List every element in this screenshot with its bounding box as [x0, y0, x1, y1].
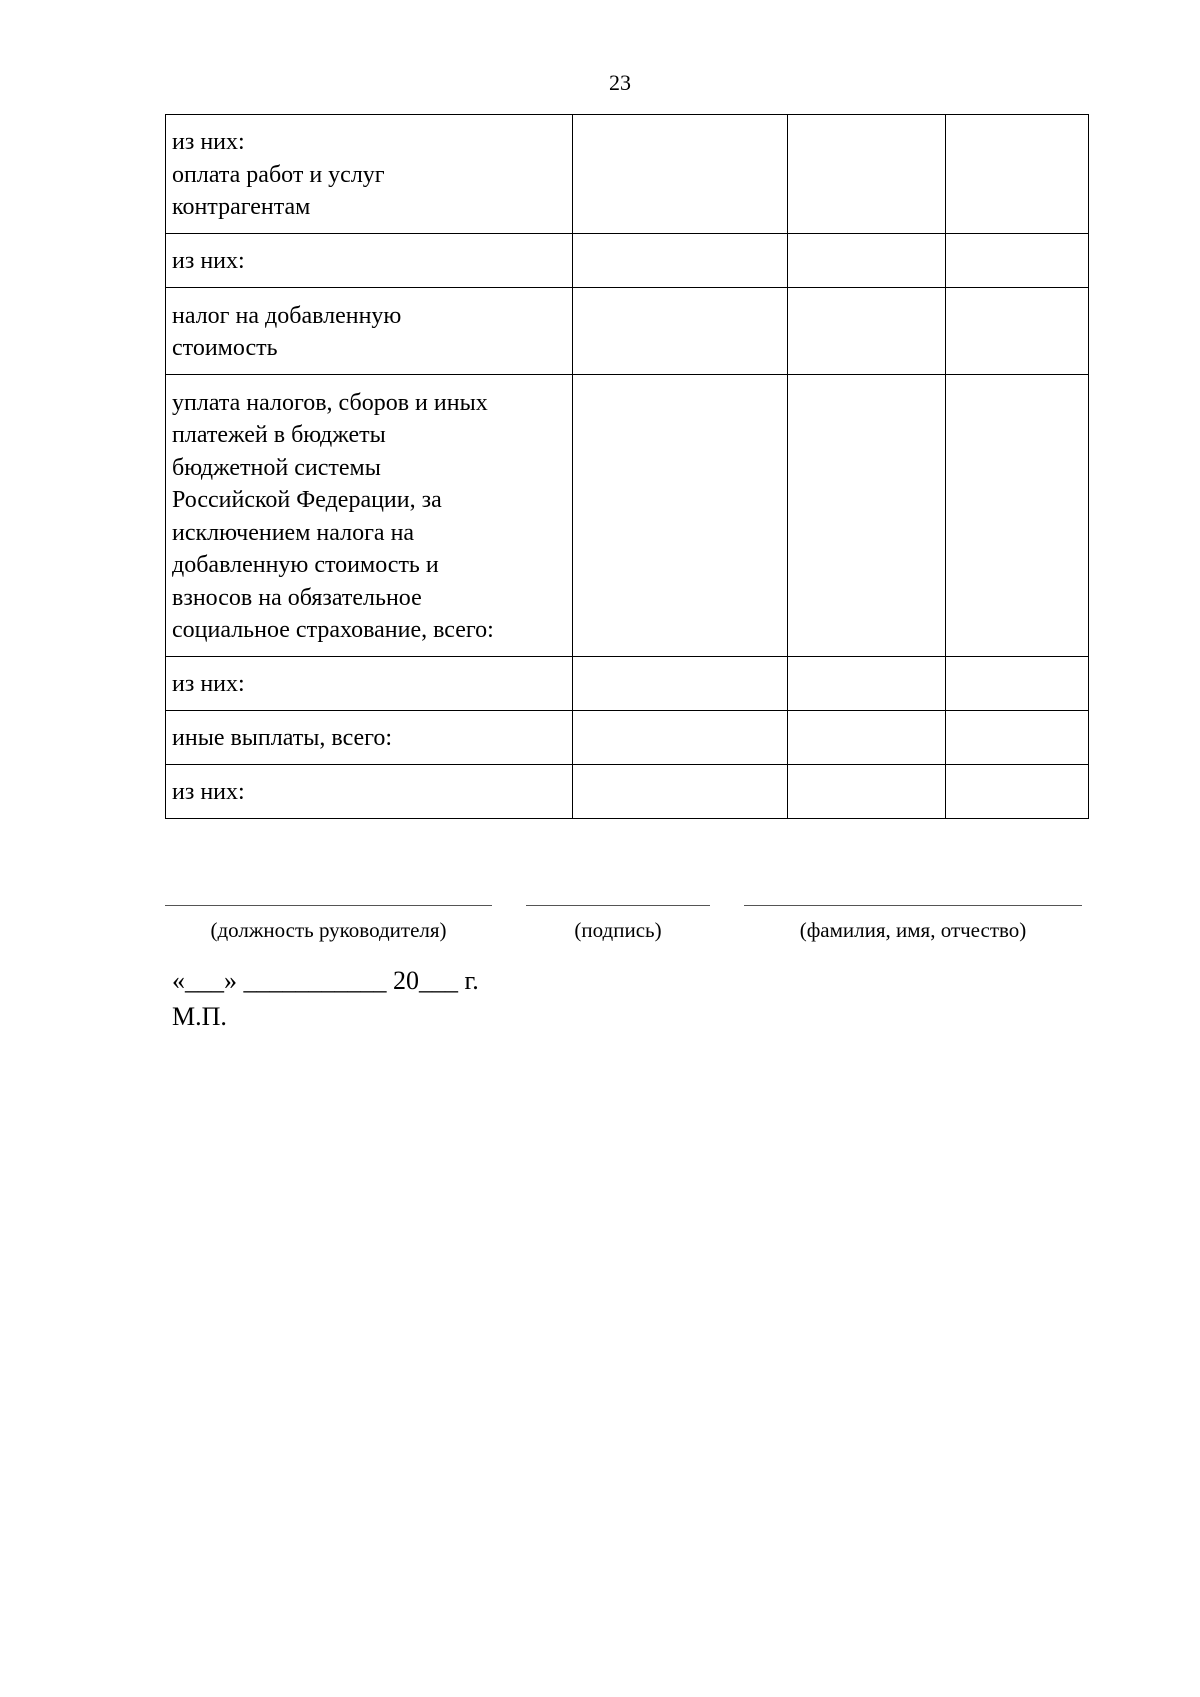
value-cell — [946, 234, 1089, 288]
row-label-line: бюджетной системы — [172, 454, 381, 481]
value-cell — [573, 288, 788, 375]
row-label-line: из них: — [172, 779, 245, 806]
row-label-line: иные выплаты, всего: — [172, 725, 393, 752]
value-cell — [788, 765, 946, 819]
value-cell — [946, 711, 1089, 765]
table-row — [166, 234, 1089, 288]
row-label-line: платежей в бюджеты — [172, 422, 386, 448]
row-label-line: уплата налогов, сборов и иных — [172, 389, 488, 416]
table-row — [166, 115, 1089, 234]
table-row — [166, 375, 1089, 657]
expenses-table — [165, 114, 1089, 819]
page-number: 23 — [609, 70, 631, 95]
value-cell — [573, 115, 788, 234]
value-cell — [573, 765, 788, 819]
name-caption: (фамилия, имя, отчество) — [799, 918, 1027, 942]
stamp-placeholder: М.П. — [172, 1002, 227, 1031]
row-label-line: социальное страхование, всего: — [172, 617, 494, 643]
position-signature-line — [165, 905, 492, 906]
value-cell — [946, 288, 1089, 375]
row-label-line: из них: — [172, 129, 245, 156]
table-row — [166, 288, 1089, 375]
value-cell — [788, 115, 946, 234]
row-label — [166, 115, 573, 234]
value-cell — [788, 288, 946, 375]
value-cell — [788, 234, 946, 288]
value-cell — [788, 375, 946, 657]
value-cell — [573, 234, 788, 288]
row-label-line: контрагентам — [172, 194, 311, 221]
value-cell — [573, 657, 788, 711]
table-row — [166, 657, 1089, 711]
value-cell — [946, 657, 1089, 711]
value-cell — [788, 711, 946, 765]
row-label — [166, 375, 573, 657]
row-label-line: из них: — [172, 248, 245, 275]
row-label — [166, 288, 573, 375]
table-row — [166, 765, 1089, 819]
signature-caption: (подпись) — [574, 918, 662, 942]
row-label-line: налог на добавленную — [172, 302, 402, 329]
table-row — [166, 711, 1089, 765]
row-label — [166, 711, 573, 765]
row-label — [166, 765, 573, 819]
row-label-line: исключением налога на — [172, 519, 415, 546]
value-cell — [788, 657, 946, 711]
row-label-line: оплата работ и услуг — [172, 161, 385, 188]
row-label-line: взносов на обязательное — [172, 584, 422, 611]
value-cell — [946, 115, 1089, 234]
row-label-line: Российской Федерации, за — [172, 487, 442, 513]
value-cell — [573, 375, 788, 657]
row-label — [166, 657, 573, 711]
signature-line — [526, 905, 710, 906]
value-cell — [573, 711, 788, 765]
value-cell — [946, 375, 1089, 657]
row-label-line: стоимость — [172, 335, 278, 361]
row-label — [166, 234, 573, 288]
row-label-line: из них: — [172, 671, 245, 698]
row-label-line: добавленную стоимость и — [172, 552, 439, 578]
date-line: «___» ___________ 20___ г. — [172, 966, 479, 995]
name-signature-line — [744, 905, 1082, 906]
value-cell — [946, 765, 1089, 819]
position-caption: (должность руководителя) — [210, 918, 447, 942]
